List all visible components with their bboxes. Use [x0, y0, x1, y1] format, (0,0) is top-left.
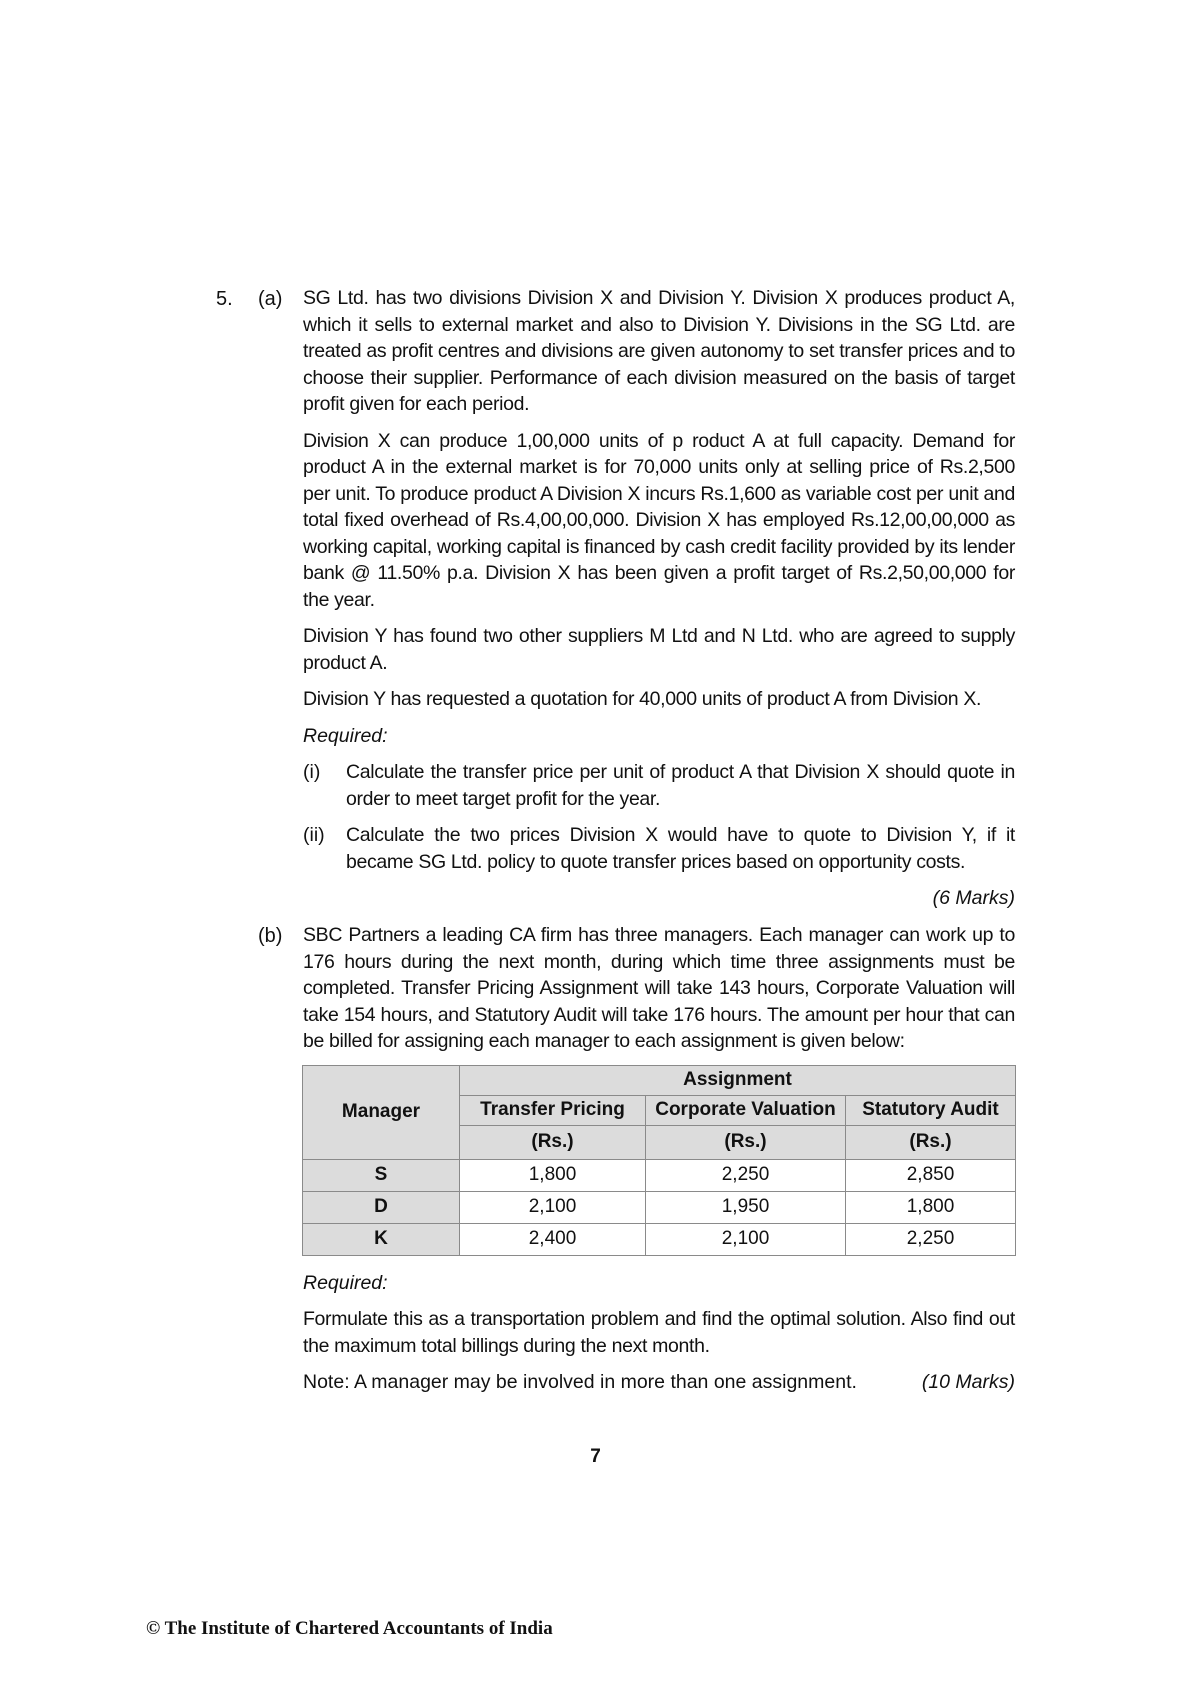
part-b-label: (b)	[258, 925, 283, 947]
page-number: 7	[590, 1446, 601, 1467]
part-a-paragraph: Division Y has requested a quotation for 40,000 units of product A from Division X.	[303, 688, 982, 710]
requirement-item	[303, 822, 1015, 875]
part-a-paragraph: SG Ltd. has two divisions Division X and Division Y. Division X produces product A, which it sells to external market and also to Division Y. Divisions in the SG Ltd. are treated as profit centres and divisions are given autonomy to set transfer prices and to choose their supplier. Performance of each division measured on the basis of target profit given for each period.	[303, 287, 1015, 415]
manager-cell: D	[303, 1191, 460, 1223]
required-heading: Required:	[303, 1271, 388, 1294]
column-header-statutory-audit: Statutory Audit	[846, 1095, 1016, 1125]
manager-column-header: Manager	[303, 1065, 460, 1159]
part-b-marks: (10 Marks)	[921, 1371, 1015, 1393]
part-a-marks: (6 Marks)	[932, 887, 1015, 909]
rate-cell: 1,800	[460, 1159, 646, 1191]
column-header-transfer-pricing: Transfer Pricing	[460, 1095, 646, 1125]
part-b-intro: SBC Partners a leading CA firm has three managers. Each manager can work up to 176 hours during the next month, during which time three assignments must be completed. Transfer Pricing Assignment will take 143 hours, Corporate Valuation will take 154 hours, and Statutory Audit will take 176 hours. The amount per hour that can be billed for assigning each manager to each assignment is given below:	[303, 924, 1015, 1052]
billing-rate-table	[302, 1065, 1016, 1256]
copyright-footer: © The Institute of Chartered Accountants of India	[146, 1618, 553, 1639]
manager-cell: K	[303, 1223, 460, 1255]
requirement-text: Calculate the transfer price per unit of product A that Division X should quote in order to meet target profit for the year.	[346, 761, 1015, 810]
assignment-group-header: Assignment	[460, 1065, 1016, 1095]
question-number: 5.	[216, 288, 233, 310]
rate-cell: 1,800	[846, 1191, 1016, 1223]
table-row	[303, 1191, 1016, 1223]
rate-cell: 2,100	[646, 1223, 846, 1255]
part-a-label: (a)	[258, 288, 283, 310]
note-text: Note: A manager may be involved in more than one assignment.	[303, 1371, 857, 1393]
rate-cell: 1,950	[646, 1191, 846, 1223]
part-b-body	[303, 922, 1015, 1396]
rate-cell: 2,250	[846, 1223, 1016, 1255]
column-unit: (Rs.)	[460, 1125, 646, 1159]
requirement-number: (ii)	[303, 824, 325, 846]
requirement-number: (i)	[303, 761, 321, 783]
column-unit: (Rs.)	[646, 1125, 846, 1159]
column-header-corporate-valuation: Corporate Valuation	[646, 1095, 846, 1125]
table-row	[303, 1159, 1016, 1191]
rate-cell: 2,400	[460, 1223, 646, 1255]
requirement-text: Calculate the two prices Division X would have to quote to Division Y, if it became SG Ltd. policy to quote transfer prices based on opportunity costs.	[346, 824, 1015, 873]
part-b-requirement: Formulate this as a transportation problem and find the optimal solution. Also find out the maximum total billings during the next month.	[303, 1308, 1015, 1357]
note-row	[303, 1369, 1015, 1396]
rate-cell: 2,850	[846, 1159, 1016, 1191]
rate-cell: 2,100	[460, 1191, 646, 1223]
part-a-paragraph: Division Y has found two other suppliers M Ltd and N Ltd. who are agreed to supply product A.	[303, 625, 1015, 674]
part-a-body	[303, 285, 1015, 922]
requirement-item	[303, 759, 1015, 812]
part-a-paragraph: Division X can produce 1,00,000 units of p roduct A at full capacity. Demand for product A in the external market is for 70,000 units only at selling price of Rs.2,500 per unit. To produce product A Division X incurs Rs.1,600 as variable cost per unit and total fixed overhead of Rs.4,00,00,000. Division X has employed Rs.12,00,00,000 as working capital, working capital is financed by cash credit facility provided by its lender bank @ 11.50% p.a. Division X has been given a profit target of Rs.2,50,00,000 for the year.	[303, 429, 1015, 611]
table-row	[303, 1223, 1016, 1255]
rate-cell: 2,250	[646, 1159, 846, 1191]
column-unit: (Rs.)	[846, 1125, 1016, 1159]
required-heading: Required:	[303, 724, 388, 747]
manager-cell: S	[303, 1159, 460, 1191]
